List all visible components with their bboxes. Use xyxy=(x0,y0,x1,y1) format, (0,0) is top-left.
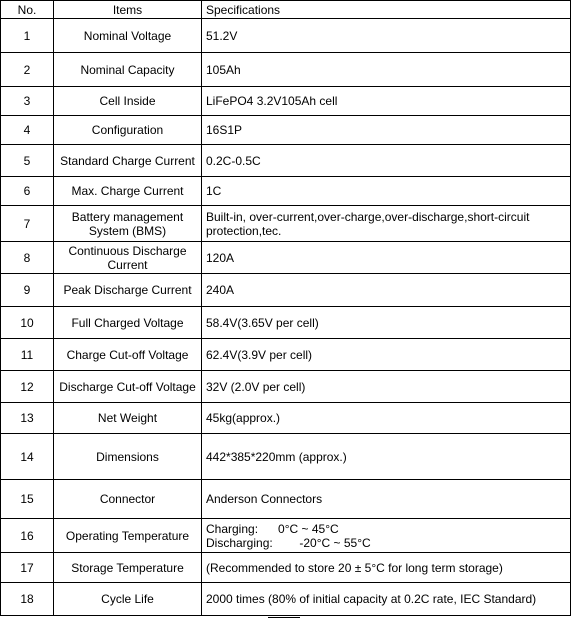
row-number: 1 xyxy=(1,19,54,53)
row-number: 15 xyxy=(1,480,54,519)
row-number: 3 xyxy=(1,87,54,116)
specification-line: 442*385*220mm (approx.) xyxy=(206,449,347,464)
table-row xyxy=(1,87,571,116)
table-row xyxy=(1,242,571,274)
row-specification xyxy=(202,371,571,403)
row-item: Charge Cut-off Voltage xyxy=(54,339,202,371)
row-specification xyxy=(202,519,571,553)
specification-line: 62.4V(3.9V per cell) xyxy=(206,347,313,362)
specification-line: 32V (2.0V per cell) xyxy=(206,379,306,394)
specification-line: (Recommended to store 20 ± 5°C for long term storage) xyxy=(206,560,503,575)
row-number: 12 xyxy=(1,371,54,403)
specification-line: 240A xyxy=(206,283,235,297)
row-number: 13 xyxy=(1,403,54,434)
row-specification xyxy=(202,553,571,583)
table-row xyxy=(1,339,571,371)
row-specification xyxy=(202,206,571,242)
table-row xyxy=(1,274,571,307)
row-specification xyxy=(202,87,571,116)
row-number: 5 xyxy=(1,145,54,177)
header-no: No. xyxy=(1,1,54,19)
stray-mark xyxy=(268,617,300,618)
specification-line: 58.4V(3.65V per cell) xyxy=(206,315,319,330)
table-row xyxy=(1,177,571,206)
table-row xyxy=(1,403,571,434)
table-row xyxy=(1,371,571,403)
row-item: Configuration xyxy=(54,116,202,145)
row-number: 9 xyxy=(1,274,54,307)
row-item: Continuous Discharge Current xyxy=(54,242,202,274)
row-item: Peak Discharge Current xyxy=(54,274,202,307)
specification-line: 45kg(approx.) xyxy=(206,411,281,425)
specification-line: Built-in, over-current,over-charge,over-discharge,short-circuit protection,tec. xyxy=(206,209,530,238)
specification-line: 16S1P xyxy=(206,123,243,137)
specification-line: Discharging: -20°C ~ 55°C xyxy=(206,535,371,550)
row-specification xyxy=(202,116,571,145)
row-item: Cycle Life xyxy=(54,583,202,616)
header-specifications: Specifications xyxy=(202,1,571,19)
row-number: 4 xyxy=(1,116,54,145)
row-item: Nominal Voltage xyxy=(54,19,202,53)
row-specification xyxy=(202,403,571,434)
row-item: Operating Temperature xyxy=(54,519,202,553)
table-row xyxy=(1,53,571,87)
row-number: 8 xyxy=(1,242,54,274)
table-body xyxy=(1,19,571,616)
row-number: 14 xyxy=(1,434,54,480)
row-specification xyxy=(202,583,571,616)
header-row xyxy=(1,1,571,19)
row-specification xyxy=(202,242,571,274)
row-item: Full Charged Voltage xyxy=(54,307,202,339)
table-row xyxy=(1,553,571,583)
specification-line: LiFePO4 3.2V105Ah cell xyxy=(206,94,338,108)
table-row xyxy=(1,519,571,553)
row-item: Standard Charge Current xyxy=(54,145,202,177)
row-item: Discharge Cut-off Voltage xyxy=(54,371,202,403)
row-specification xyxy=(202,434,571,480)
row-number: 18 xyxy=(1,583,54,616)
row-number: 7 xyxy=(1,206,54,242)
specification-line: 0.2C-0.5C xyxy=(206,153,261,168)
row-specification xyxy=(202,307,571,339)
table-row xyxy=(1,434,571,480)
header-items: Items xyxy=(54,1,202,19)
specification-line: Anderson Connectors xyxy=(206,492,323,506)
specification-line: 105Ah xyxy=(206,62,241,77)
row-number: 16 xyxy=(1,519,54,553)
row-specification xyxy=(202,145,571,177)
row-item: Connector xyxy=(54,480,202,519)
row-number: 17 xyxy=(1,553,54,583)
row-specification xyxy=(202,339,571,371)
row-number: 2 xyxy=(1,53,54,87)
specification-line: 120A xyxy=(206,250,235,265)
row-item: Nominal Capacity xyxy=(54,53,202,87)
specification-line: 51.2V xyxy=(206,28,238,43)
row-specification xyxy=(202,53,571,87)
table-row xyxy=(1,19,571,53)
table-row xyxy=(1,480,571,519)
row-item: Net Weight xyxy=(54,403,202,434)
table-row xyxy=(1,206,571,242)
row-number: 6 xyxy=(1,177,54,206)
row-item: Battery management System (BMS) xyxy=(54,206,202,242)
row-number: 10 xyxy=(1,307,54,339)
specification-line: Charging: 0°C ~ 45°C xyxy=(206,521,339,536)
specification-line: 1C xyxy=(206,184,222,198)
row-specification xyxy=(202,480,571,519)
row-item: Dimensions xyxy=(54,434,202,480)
row-specification xyxy=(202,177,571,206)
row-specification xyxy=(202,274,571,307)
table-row xyxy=(1,116,571,145)
table-row xyxy=(1,145,571,177)
row-number: 11 xyxy=(1,339,54,371)
row-item: Cell Inside xyxy=(54,87,202,116)
row-item: Max. Charge Current xyxy=(54,177,202,206)
row-specification xyxy=(202,19,571,53)
row-item: Storage Temperature xyxy=(54,553,202,583)
table-row xyxy=(1,583,571,616)
table-row xyxy=(1,307,571,339)
specification-line: 2000 times (80% of initial capacity at 0.2C rate, IEC Standard) xyxy=(206,592,537,606)
